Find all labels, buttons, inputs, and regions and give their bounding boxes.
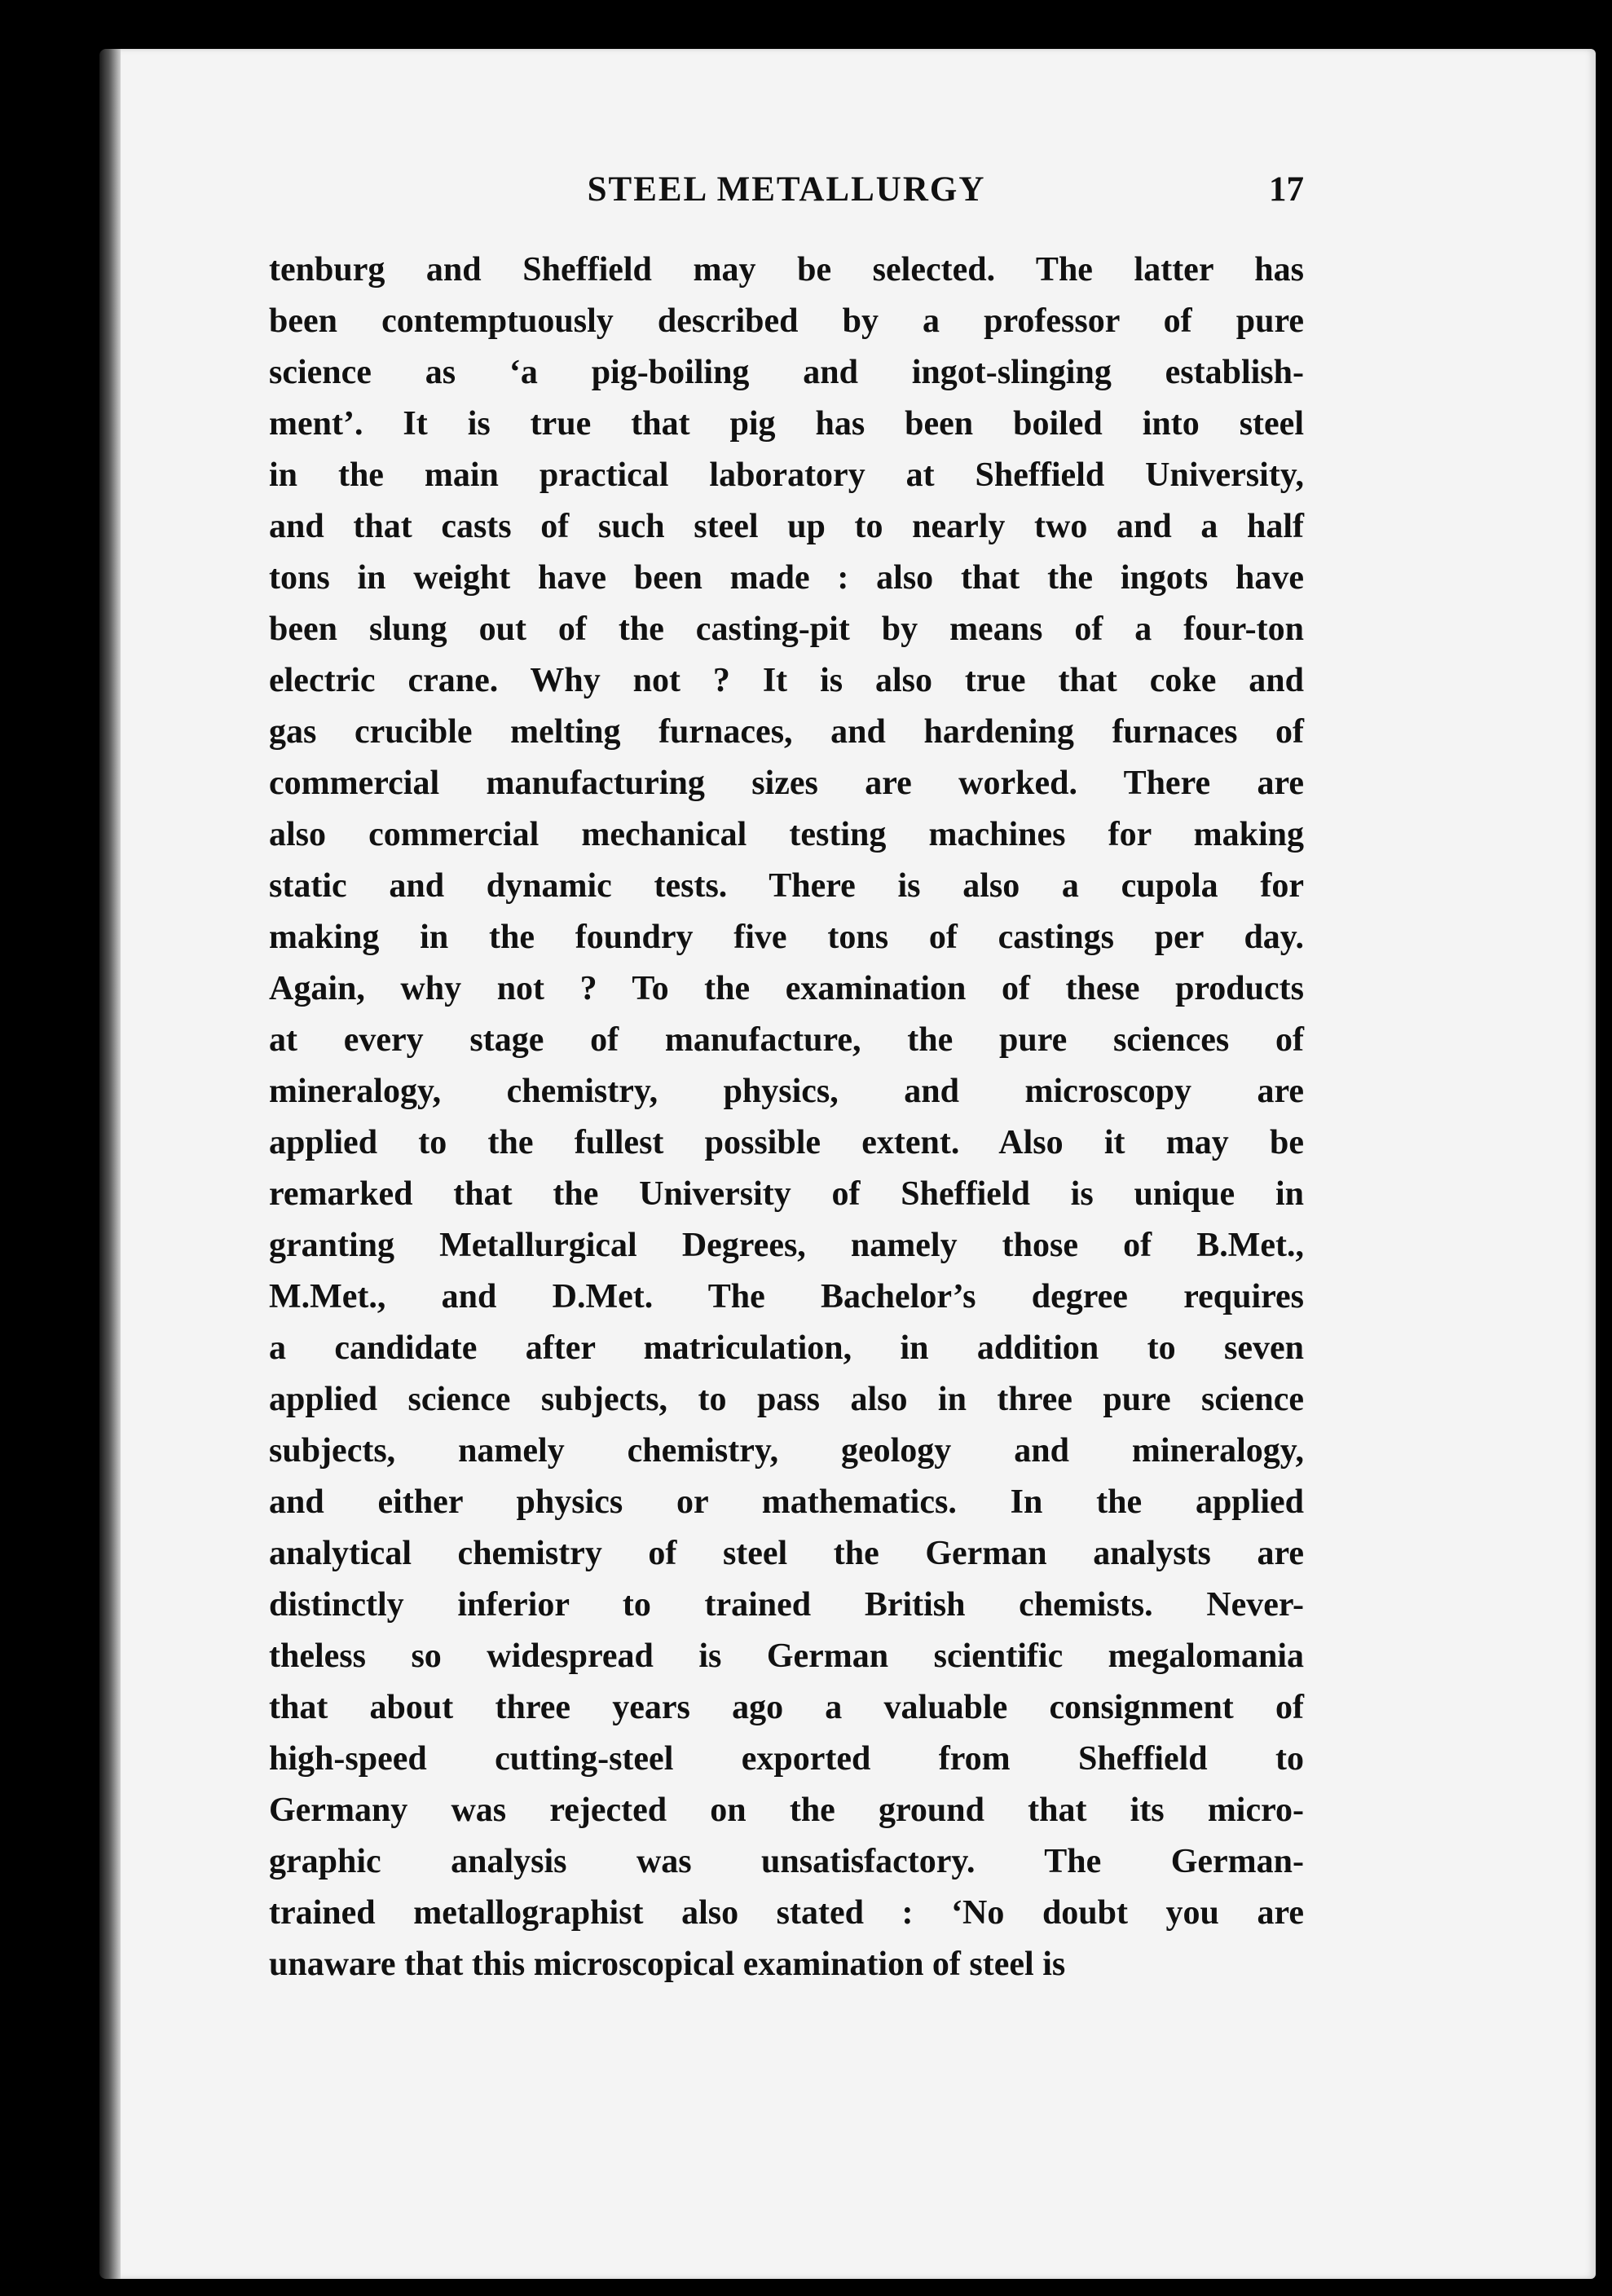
text-line: a candidate after matriculation, in addition to seven [269,1329,1304,1367]
text-line: and that casts of such steel up to nearly two and a half [269,508,1304,545]
text-line: M.Met., and D.Met. The Bachelor’s degree requires [269,1278,1304,1315]
text-line: granting Metallurgical Degrees, namely those of B.Met., [269,1227,1304,1264]
page-header [269,170,1304,218]
text-line: also commercial mechanical testing machines for making [269,816,1304,853]
text-line: mineralogy, chemistry, physics, and microscopy are [269,1073,1304,1110]
text-line: science as ‘a pig-boiling and ingot-slinging establish- [269,354,1304,391]
text-line: been contemptuously described by a professor of pure [269,302,1304,340]
text-line: commercial manufacturing sizes are worked. There are [269,765,1304,802]
text-line: remarked that the University of Sheffield is unique in [269,1175,1304,1213]
text-line: applied science subjects, to pass also in three pure science [269,1381,1304,1418]
text-line: analytical chemistry of steel the German analysts are [269,1535,1304,1572]
text-line: that about three years ago a valuable consignment of [269,1689,1304,1726]
page-number: 17 [1269,170,1304,209]
text-line: electric crane. Why not ? It is also true that coke and [269,662,1304,699]
body-text [269,245,1304,1990]
text-line: high-speed cutting-steel exported from Sheffield to [269,1740,1304,1778]
text-line: graphic analysis was unsatisfactory. The German- [269,1843,1304,1880]
text-line: ment’. It is true that pig has been boiled into steel [269,405,1304,443]
text-line: subjects, namely chemistry, geology and mineralogy, [269,1432,1304,1470]
text-line: tenburg and Sheffield may be selected. The latter has [269,251,1304,289]
text-line: at every stage of manufacture, the pure sciences of [269,1021,1304,1059]
running-title: STEEL METALLURGY [587,170,986,209]
text-line: tons in weight have been made : also that the ingots have [269,559,1304,597]
text-line: static and dynamic tests. There is also a cupola for [269,867,1304,905]
text-line: and either physics or mathematics. In the applied [269,1483,1304,1521]
text-line: Germany was rejected on the ground that its micro- [269,1791,1304,1829]
text-line: distinctly inferior to trained British chemists. Never- [269,1586,1304,1624]
text-line: making in the foundry five tons of castings per day. [269,919,1304,956]
text-line: in the main practical laboratory at Sheffield University, [269,456,1304,494]
text-line: gas crucible melting furnaces, and hardening furnaces of [269,713,1304,751]
text-line: trained metallographist also stated : ‘No doubt you are [269,1894,1304,1932]
page-binding-edge [99,49,121,2279]
text-line: been slung out of the casting-pit by means of a four-ton [269,610,1304,648]
text-line: unaware that this microscopical examination of steel is [269,1946,1066,1983]
text-line: theless so widespread is German scientific megalomania [269,1637,1304,1675]
text-line: applied to the fullest possible extent. Also it may be [269,1124,1304,1161]
text-line: Again, why not ? To the examination of these products [269,970,1304,1007]
